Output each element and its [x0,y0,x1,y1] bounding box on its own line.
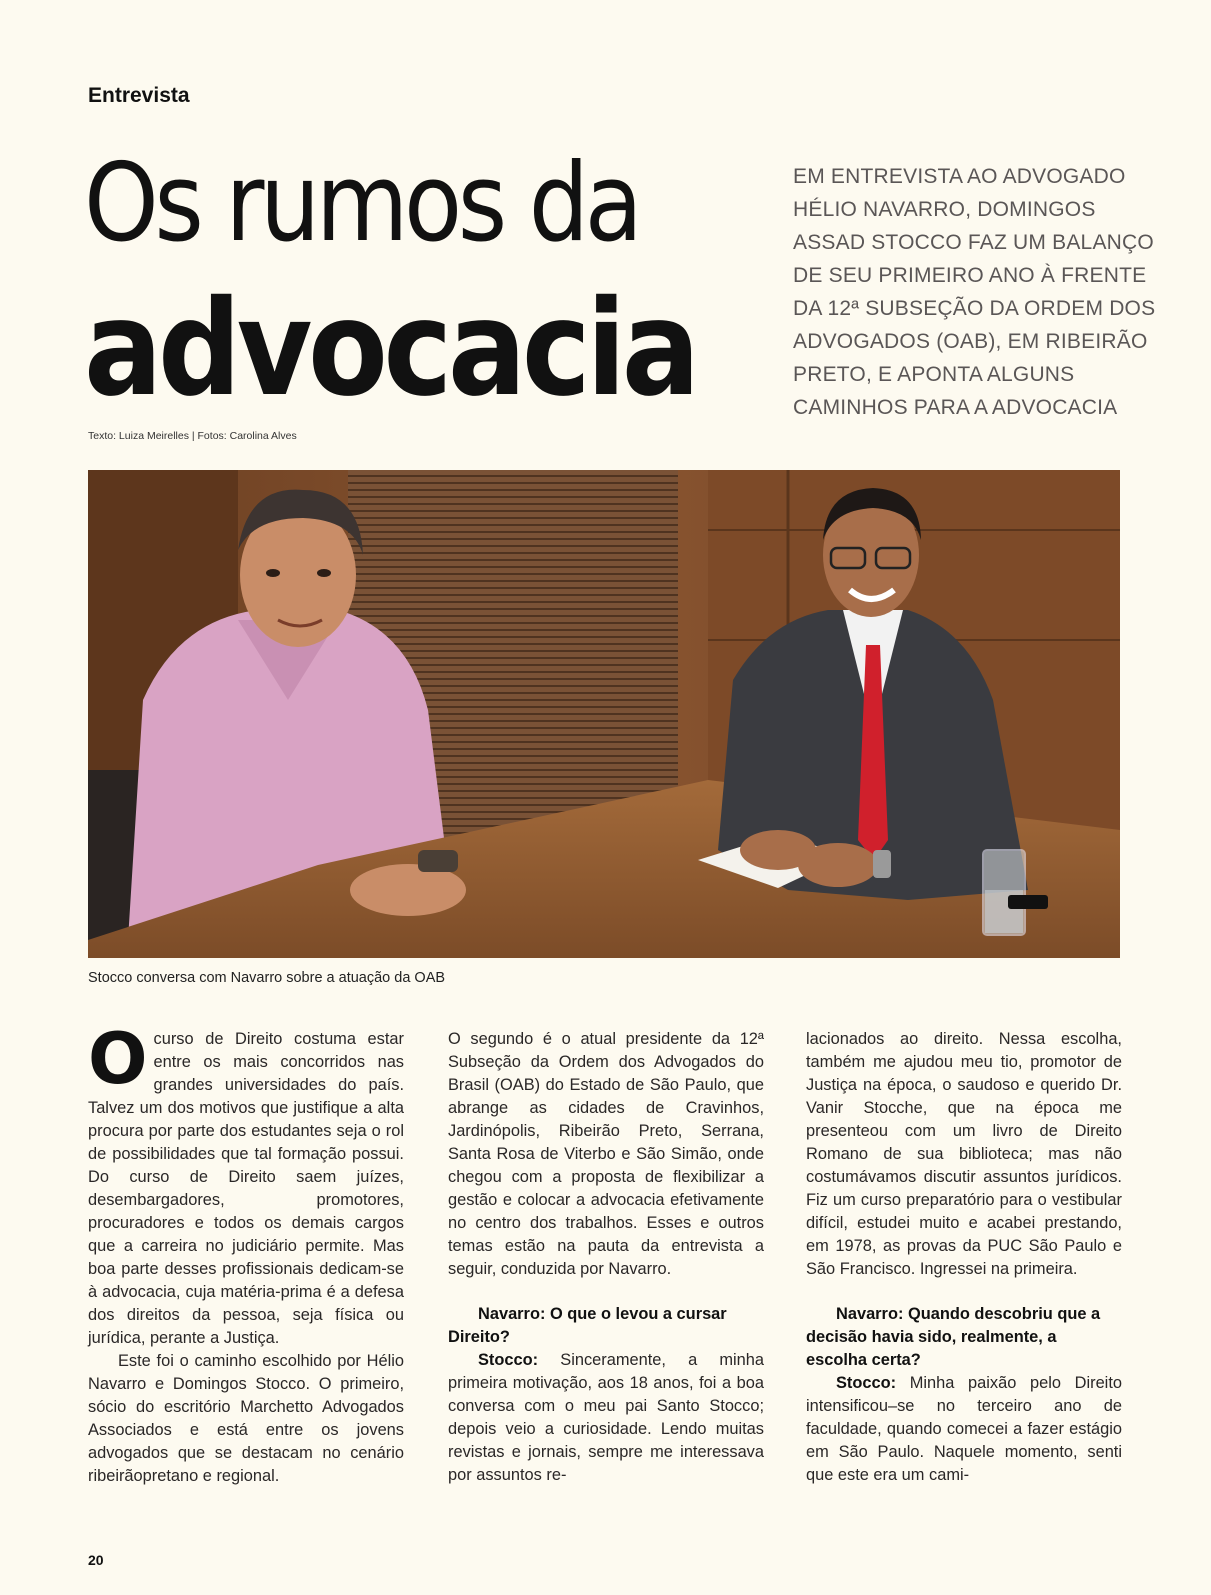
article-column-1 [88,1018,404,1488]
byline-credits: Texto: Luiza Meirelles | Fotos: Carolina Alves [88,430,297,442]
deck-line: HÉLIO NAVARRO, DOMINGOS [793,198,1096,221]
deck-line: PRETO, E APONTA ALGUNS [793,363,1075,386]
article-deck [793,160,1156,424]
answer-speaker: Stocco: [836,1374,897,1392]
section-label: Entrevista [88,84,190,107]
deck-line: ASSAD STOCCO FAZ UM BALANÇO [793,231,1154,254]
interview-answer [806,1372,1122,1487]
interview-photo [88,470,1120,958]
headline-line-1: Os rumos da [84,141,639,266]
article-column-3 [806,1028,1122,1487]
paragraph-text: curso de Direito costuma estar entre os mais concorridos nas grandes universidades do país. Talvez um dos motivos que justifique a alta procura por parte dos estudantes seja o rol de possibilidades que tal formação possui. Do curso de Direito saem juízes, desembargadores, promotores, procuradores e todos os demais cargos que a carreira no judiciário permite. Mas boa parte desses profissionais dedicam-se à advocacia, cuja matéria-prima é a defesa dos direitos da pessoa, seja física ou jurídica, perante a Justiça. [88,1030,404,1347]
interview-question: Navarro: Quando descobriu que a decisão havia sido, realmente, a escolha certa? [806,1305,1101,1369]
interview-question: Navarro: O que o levou a cursar Direito? [448,1305,727,1346]
article-paragraph [88,1018,404,1350]
deck-line: EM ENTREVISTA AO ADVOGADO [793,165,1126,188]
answer-text: Minha paixão pelo Direito intensificou–se no terceiro ano de faculdade, quando comecei a fazer estágio em São Paulo. Naquele momento, senti que este era um cami- [806,1374,1122,1484]
article-paragraph: Este foi o caminho escolhido por Hélio Navarro e Domingos Stocco. O primeiro, sócio do escritório Marchetto Advogados Associados e está entre os jovens advogados que se destacam no cenário ribeirãopretano e regional. [88,1352,404,1485]
deck-line: CAMINHOS PARA A ADVOCACIA [793,396,1118,419]
deck-line: DA 12ª SUBSEÇÃO DA ORDEM DOS [793,297,1156,320]
headline-line-2: advocacia [84,272,696,426]
article-paragraph: lacionados ao direito. Nessa escolha, também me ajudou meu tio, promotor de Justiça na época, o saudoso e querido Dr. Vanir Stocche, que na época me presenteou com um livro de Direito Romano de sua biblioteca; mas não costumávamos discutir assuntos jurídicos. Fiz um curso preparatório para o vestibular difícil, estudei muito e acabei prestando, em 1978, as provas da PUC São Paulo e São Francisco. Ingressei na primeira. [806,1030,1122,1278]
article-column-2 [448,1028,764,1487]
photo-caption: Stocco conversa com Navarro sobre a atuação da OAB [88,970,446,986]
interview-answer [448,1349,764,1487]
deck-line: DE SEU PRIMEIRO ANO À FRENTE [793,264,1147,287]
deck-line: ADVOGADOS (OAB), EM RIBEIRÃO [793,330,1148,353]
page-number: 20 [88,1552,104,1568]
answer-text: Sinceramente, a minha primeira motivação, aos 18 anos, foi a boa conversa com o meu pai Santo Stocco; depois veio a curiosidade. Lendo muitas revistas e jornais, sempre me interessava por assuntos re- [448,1351,764,1484]
drop-cap: O [88,1018,148,1100]
answer-speaker: Stocco: [478,1351,539,1369]
article-paragraph: O segundo é o atual presidente da 12ª Subseção da Ordem dos Advogados do Brasil (OAB) do Estado de São Paulo, que abrange as cidades de Cravinhos, Jardinópolis, Ribeirão Preto, Serrana, Santa Rosa de Viterbo e São Simão, onde chegou com a proposta de flexibilizar a gestão e colocar a advocacia efetivamente no centro dos trabalhos. Esses e outros temas estão na pauta da entrevista a seguir, conduzida por Navarro. [448,1030,764,1278]
